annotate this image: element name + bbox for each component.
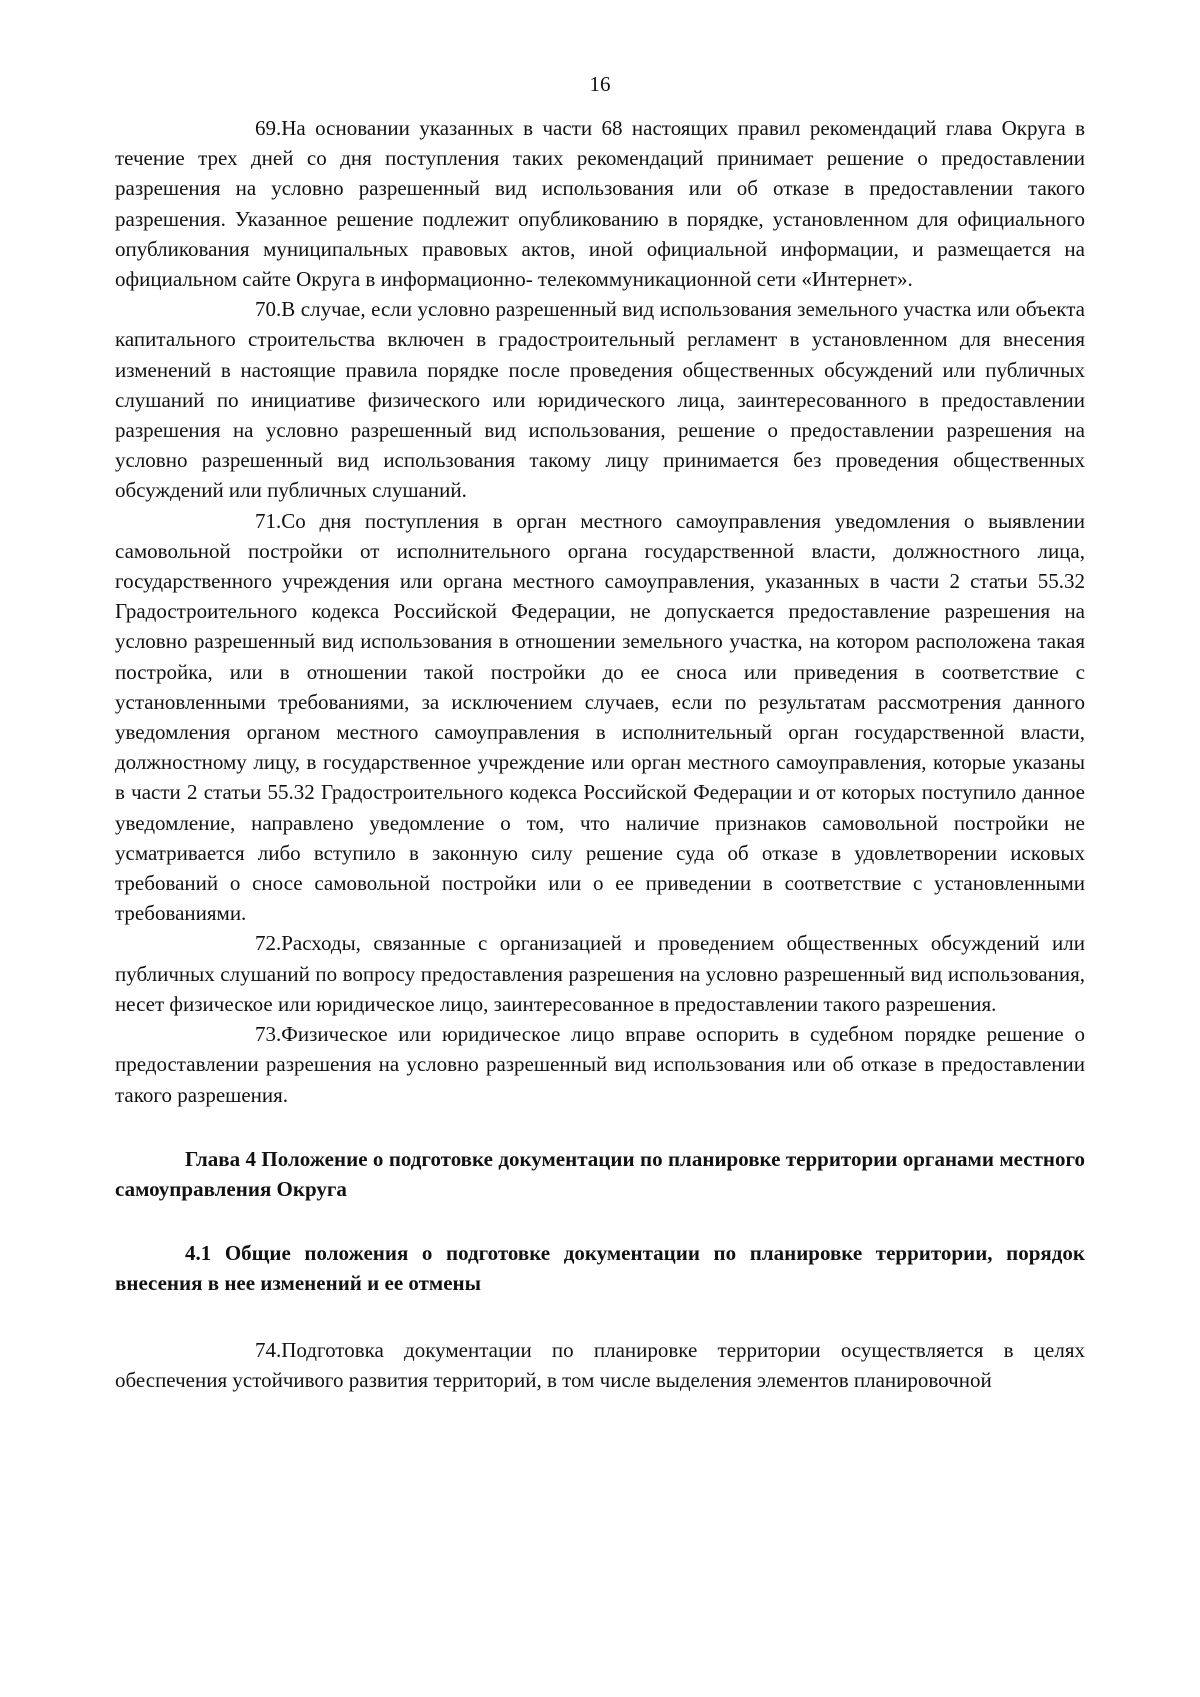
paragraph-70 bbox=[115, 294, 1085, 505]
paragraph-text: Физическое или юридическое лицо вправе оспорить в судебном порядке решение о предоставлении разрешения на условно разрешенный вид использования или об отказе в предоставлении такого разрешения. bbox=[115, 1022, 1085, 1107]
paragraph-number: 69. bbox=[255, 116, 282, 140]
paragraph-74 bbox=[115, 1335, 1085, 1395]
paragraph-71 bbox=[115, 506, 1085, 929]
paragraph-72 bbox=[115, 928, 1085, 1019]
paragraph-text: Подготовка документации по планировке территории осуществляется в целях обеспечения устойчивого развития территорий, в том числе выделения элементов планировочной bbox=[115, 1337, 1085, 1392]
paragraph-text: Со дня поступления в орган местного самоуправления уведомления о выявлении самовольной постройки от исполнительного органа государственной власти, должностного лица, государственного учреждения или органа местного самоуправления, указанных в части 2 статьи 55.32 Градостроительного кодекса Российской Федерации, не допускается предоставление разрешения на условно разрешенный вид использования в отношении земельного участка, на котором расположена такая постройка, или в отношении такой постройки до ее сноса или приведения в соответствие с установленными требованиями, за исключением случаев, если по результатам рассмотрения данного уведомления органом местного самоуправления в исполнительный орган государственной власти, должностному лицу, в государственное учреждение или орган местного самоуправления, которые указаны в части 2 статьи 55.32 Градостроительного кодекса Российской Федерации и от которых поступило данное уведомление, направлено уведомление о том, что наличие признаков самовольной постройки не усматривается либо вступило в законную силу решение суда об отказе в удовлетворении исковых требований о сносе самовольной постройки или о ее приведении в соответствие с установленными требованиями. bbox=[115, 508, 1085, 926]
paragraph-number: 72. bbox=[255, 931, 282, 956]
paragraph-number: 71. bbox=[255, 508, 282, 533]
paragraph-text: Расходы, связанные с организацией и проведением общественных обсуждений или публичных слушаний по вопросу предоставления разрешения на условно разрешенный вид использования, несет физическое или юридическое лицо, заинтересованное в предоставлении такого разрешения. bbox=[115, 931, 1085, 1016]
paragraph-69 bbox=[115, 113, 1085, 294]
chapter-heading: Глава 4 Положение о подготовке документации по планировке территории органами местного самоуправления Округа bbox=[115, 1146, 1085, 1201]
page-number: 16 bbox=[589, 72, 611, 96]
paragraph-number: 74. bbox=[255, 1337, 282, 1362]
section-heading: 4.1 Общие положения о подготовке документации по планировке территории, порядок внесения в нее изменений и ее отмены bbox=[115, 1241, 1085, 1296]
document-body bbox=[115, 113, 1085, 1395]
paragraph-text: В случае, если условно разрешенный вид использования земельного участка или объекта капитального строительства включен в градостроительный регламент в установленном для внесения изменений в настоящие правила порядке после проведения общественных обсуждений или публичных слушаний по инициативе физического или юридического лица, заинтересованного в предоставлении разрешения на условно разрешенный вид использования, решение о предоставлении разрешения на условно разрешенный вид использования такому лицу принимается без проведения общественных обсуждений или публичных слушаний. bbox=[115, 297, 1085, 503]
paragraph-number: 73. bbox=[255, 1022, 282, 1047]
paragraph-text: На основании указанных в части 68 настоящих правил рекомендаций глава Округа в течение трех дней со дня поступления таких рекомендаций принимает решение о предоставлении разрешения на условно разрешенный вид использования или об отказе в предоставлении такого разрешения. Указанное решение подлежит опубликованию в порядке, установленном для официального опубликования муниципальных правовых актов, иной официальной информации, и размещается на официальном сайте Округа в информационно- телекоммуникационной сети «Интернет». bbox=[115, 116, 1085, 292]
paragraph-number: 70. bbox=[255, 297, 282, 322]
paragraph-73 bbox=[115, 1019, 1085, 1110]
